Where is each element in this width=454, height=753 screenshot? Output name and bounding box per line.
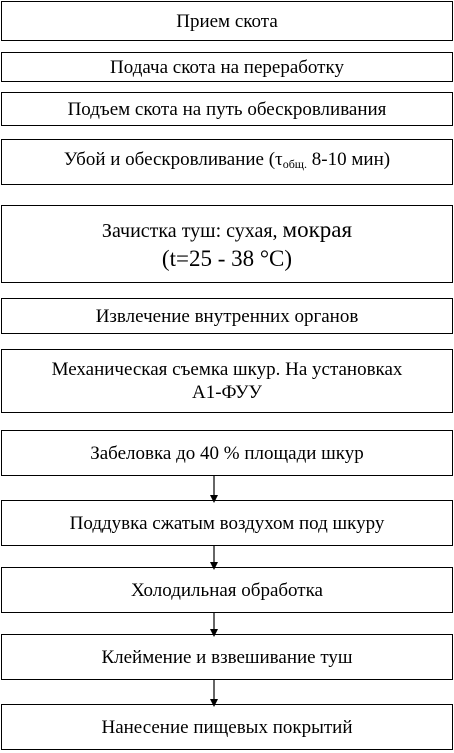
step-4-subscript: общ. [282, 157, 308, 171]
step-12-label: Нанесение пищевых покрытий [101, 716, 353, 738]
step-1-label: Прием скота [176, 10, 278, 32]
step-5-line-2: (t=25 - 38 °C) [161, 245, 293, 271]
step-7-line-2: А1-ФУУ [191, 382, 263, 403]
step-7-line-1: Механическая съемка шкур. На установках [51, 359, 403, 380]
step-4-suffix: 8-10 мин) [307, 149, 391, 170]
step-9-label: Поддувка сжатым воздухом под шкуру [69, 512, 385, 534]
step-11-label: Клеймение и взвешивание туш [101, 646, 353, 668]
step-8-label: Забеловка до 40 % площади шкур [90, 442, 364, 464]
step-6-label: Извлечение внутренних органов [95, 305, 359, 327]
step-4-prefix: Убой и обескровливание (τ [63, 149, 283, 170]
step-10-label: Холодильная обработка [131, 579, 323, 601]
step-5-line-1-b: мокрая [282, 216, 353, 242]
step-3-label: Подъем скота на путь обескровливания [67, 98, 387, 120]
step-2-label: Подача скота на переработку [110, 56, 344, 78]
step-5-line-1-a: Зачистка туш: сухая, [101, 219, 283, 242]
